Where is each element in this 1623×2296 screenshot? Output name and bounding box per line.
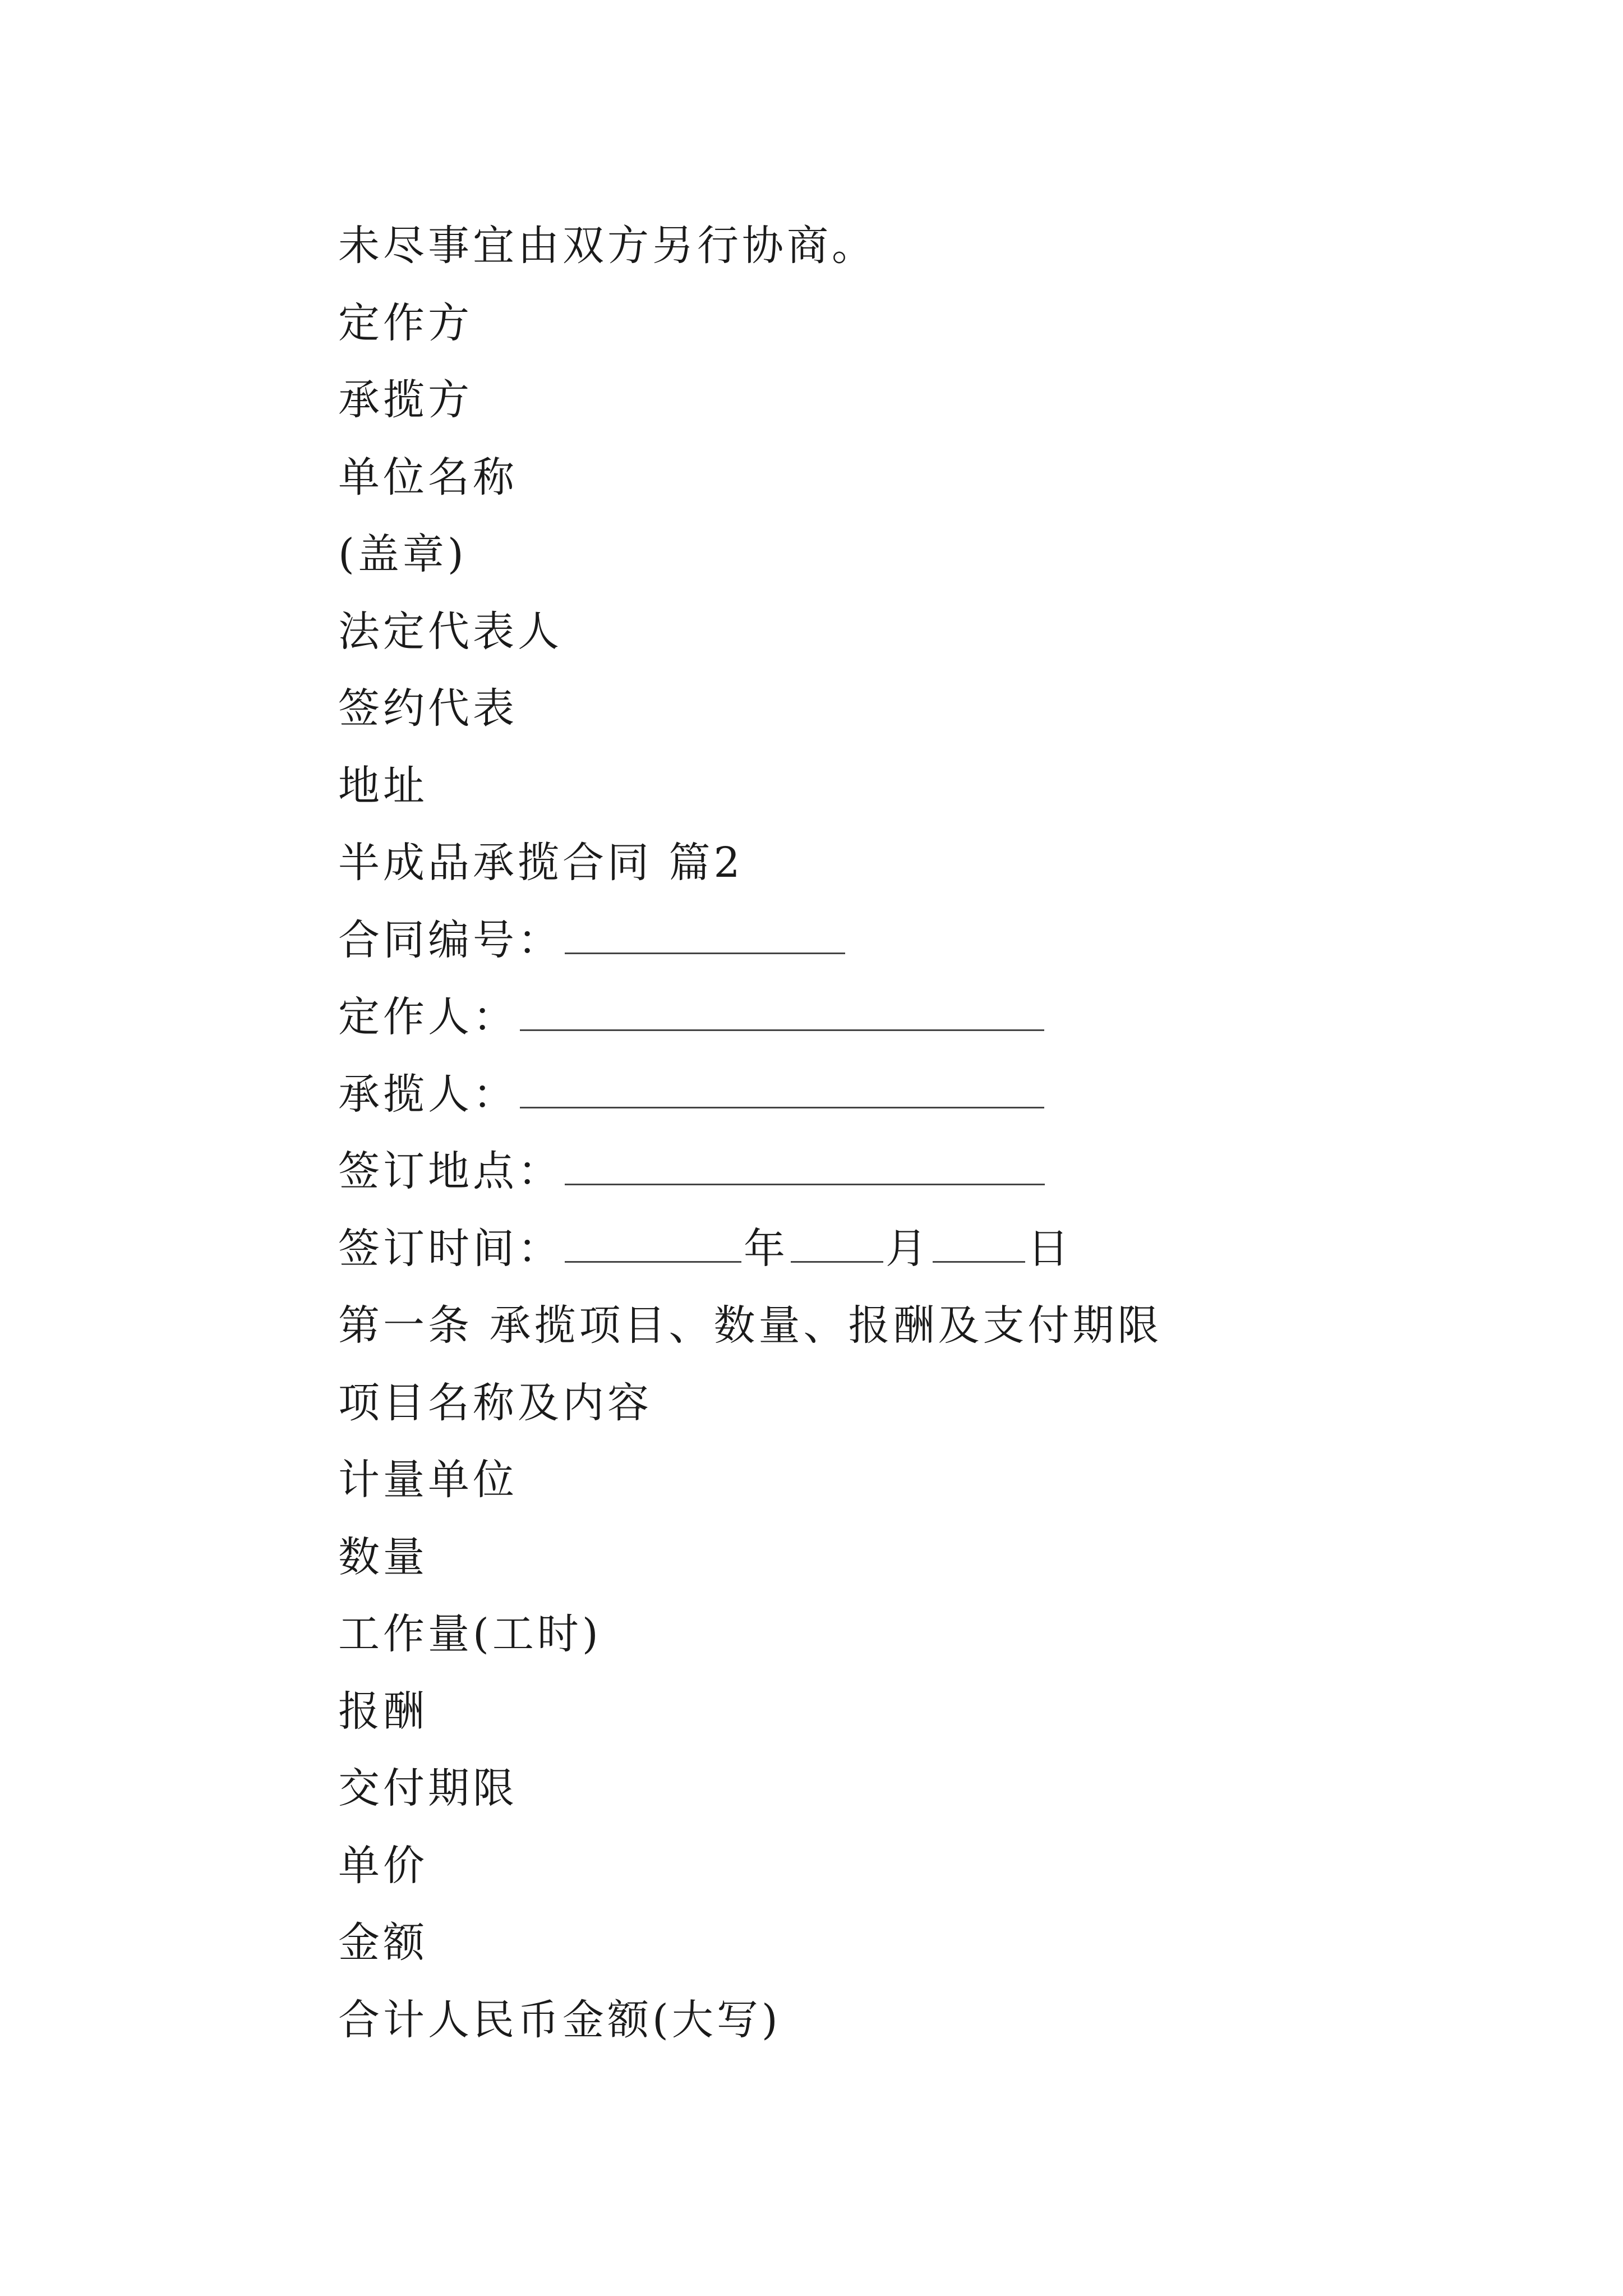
- sign-time-label: 签订时间：: [338, 1224, 562, 1273]
- text-line-remuneration: 报酬: [338, 1687, 428, 1736]
- sign-place-label: 签订地点：: [338, 1147, 562, 1195]
- text-line-total-rmb: 合计人民币金额(大写): [338, 1995, 781, 2044]
- section-heading: 半成品承揽合同 篇2: [338, 839, 744, 887]
- text-line-legal-rep: 法定代表人: [338, 607, 562, 656]
- form-row-sign-time: [338, 1218, 1163, 1295]
- document-body: [338, 215, 1163, 2066]
- text-line-supplementary: 未尽事宜由双方另行协商。: [338, 222, 877, 270]
- text-line-quantity: 数量: [338, 1533, 428, 1581]
- contractor-blank: [520, 1072, 1044, 1108]
- text-line-unit-name: 单位名称: [338, 453, 518, 501]
- contractor-label: 承揽人：: [338, 1070, 518, 1119]
- contract-no-label: 合同编号：: [338, 915, 562, 964]
- contract-no-blank: [565, 918, 845, 954]
- form-row-contract-no: [338, 909, 1163, 987]
- text-line-amount: 金额: [338, 1918, 428, 1967]
- form-row-orderer: [338, 986, 1163, 1064]
- form-row-sign-place: [338, 1140, 1163, 1218]
- year-blank: [565, 1226, 741, 1263]
- orderer-label: 定作人：: [338, 993, 518, 1041]
- text-line-address: 地址: [338, 761, 428, 810]
- text-line-orderer-party: 定作方: [338, 298, 473, 347]
- day-blank: [933, 1226, 1025, 1263]
- article-one-heading: 第一条 承揽项目、数量、报酬及支付期限: [338, 1301, 1163, 1350]
- text-line-unit: 计量单位: [338, 1456, 518, 1504]
- orderer-blank: [520, 995, 1044, 1031]
- text-line-delivery-term: 交付期限: [338, 1764, 518, 1812]
- sign-place-blank: [565, 1149, 1045, 1185]
- year-label: 年: [744, 1224, 789, 1273]
- text-line-contractor-party: 承揽方: [338, 376, 473, 424]
- month-label: 月: [886, 1224, 930, 1273]
- text-line-item-name: 项目名称及内容: [338, 1378, 652, 1427]
- month-blank: [791, 1226, 883, 1263]
- text-line-unit-price: 单价: [338, 1841, 428, 1890]
- text-line-workload: 工作量(工时): [338, 1610, 602, 1658]
- day-label: 日: [1027, 1224, 1072, 1273]
- form-row-contractor: [338, 1064, 1163, 1141]
- text-line-seal: (盖章): [338, 530, 467, 578]
- text-line-signing-rep: 签约代表: [338, 684, 518, 733]
